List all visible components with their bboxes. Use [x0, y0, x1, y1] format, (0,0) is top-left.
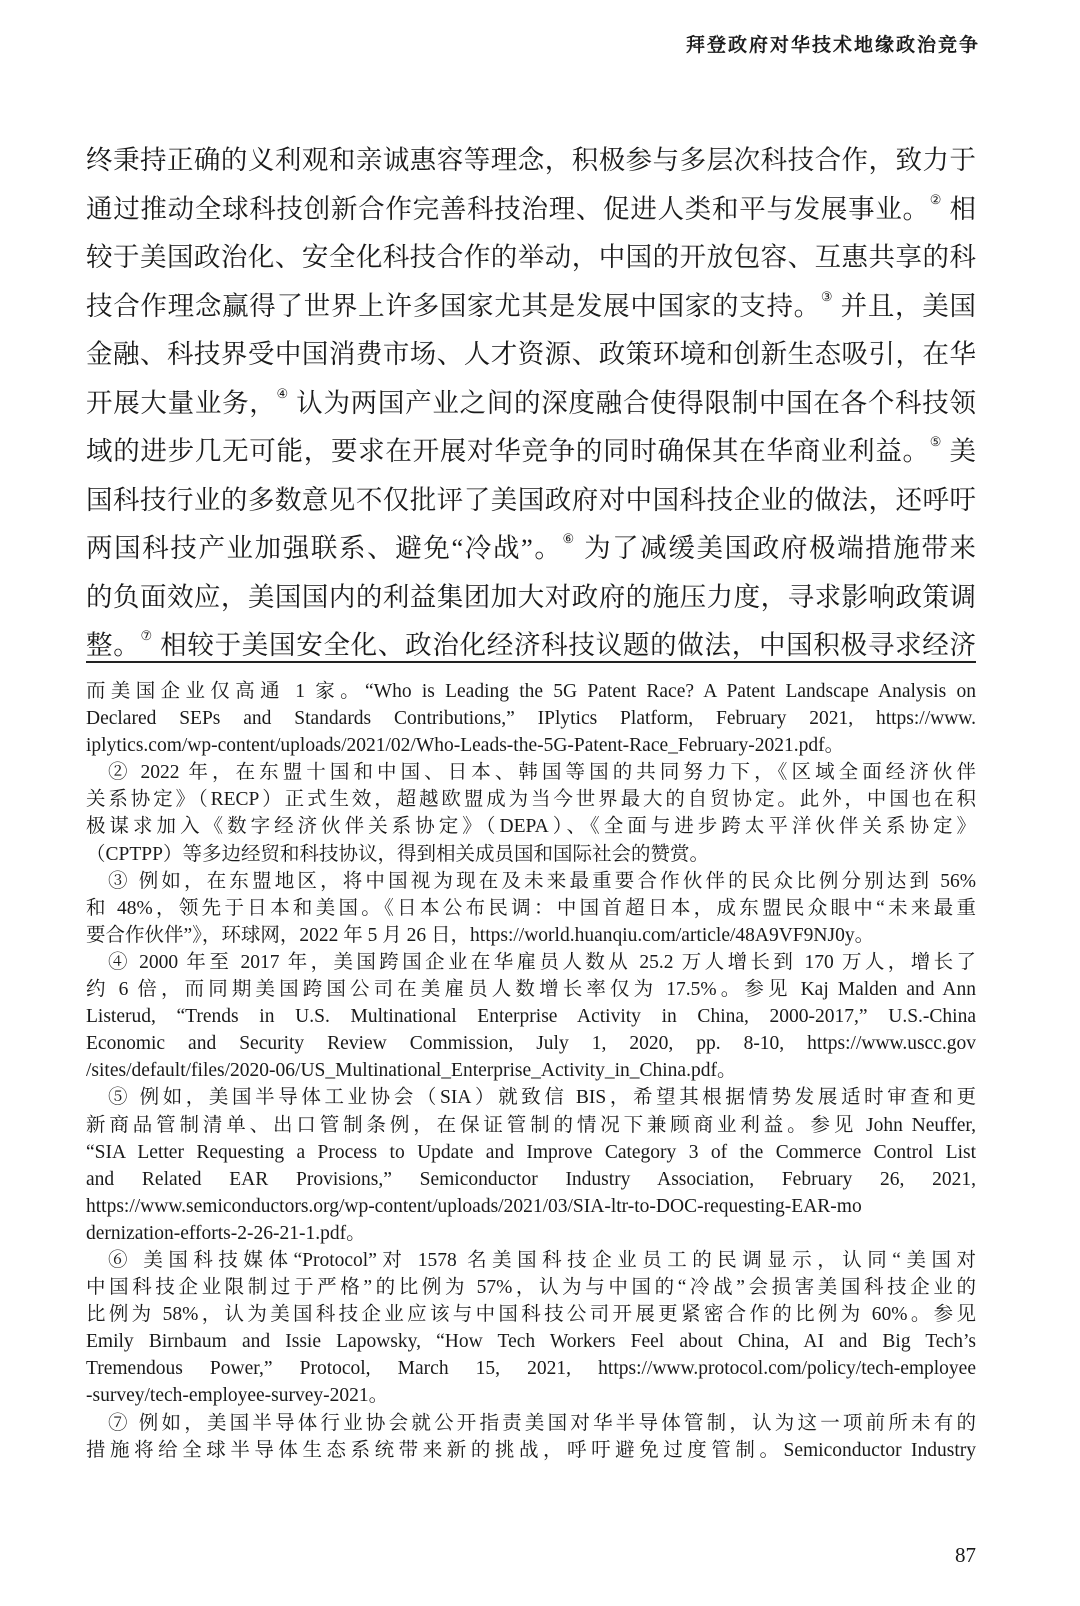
body-text-segment: 整。 [86, 630, 141, 660]
footnote-line: 和 48%，领先于日本和美国。《日本公布民调：中国首超日本，成东盟民众眼中“未来最重 [86, 897, 976, 919]
footnote-line: /sites/default/files/2020-06/US_Multinational_Enterprise_Activity_in_China.pdf。 [86, 1060, 737, 1082]
body-line [86, 233, 976, 282]
footnote-line: dernization-efforts-2-26-21-1.pdf。 [86, 1222, 366, 1244]
footnote-line: 中国科技企业限制过于严格”的比例为 57%，认为与中国的“冷战”会损害美国科技企业的 [86, 1277, 976, 1299]
body-text-segment: 通过推动全球科技创新合作完善科技治理、促进人类和平与发展事业。 [86, 193, 930, 224]
body-text-segment: 技合作理念赢得了世界上许多国家尤其是发展中国家的支持。 [86, 290, 821, 321]
footnote-line: 极谋求加入《数字经济伙伴关系协定》（DEPA）、《全面与进步跨太平洋伙伴关系协定》 [86, 816, 976, 838]
body-text-segment: 并且，美国 [833, 290, 976, 321]
footnote-divider [86, 661, 976, 663]
footnote-marker[interactable]: ③ [820, 288, 834, 304]
footnote-line: ⑦ 例如，美国半导体行业协会就公开指责美国对华半导体管制，认为这一项前所未有的 [108, 1412, 976, 1434]
footnote-marker[interactable]: ⑦ [140, 628, 153, 643]
footnote-line: -survey/tech-employee-survey-2021。 [86, 1385, 389, 1407]
body-text-segment: 国科技行业的多数意见不仅批评了美国政府对中国科技企业的做法，还呼吁 [86, 484, 976, 515]
footnote-line: Economic and Security Review Commission, July 1, 2020, pp. 8-10, https://www.uscc.gov [86, 1033, 976, 1055]
footnote-marker[interactable]: ⑤ [929, 434, 943, 449]
footnote-line: 要合作伙伴”》，环球网，2022 年 5 月 26 日，https://world.huanqiu.com/article/48A9VF9NJ0y。 [86, 924, 875, 946]
footnote-line: ⑤ 例如，美国半导体工业协会（SIA）就致信 BIS，希望其根据情势发展适时审查和更 [108, 1087, 976, 1109]
footnote-line: and Related EAR Provisions,” Semiconductor Industry Association, February 26, 2021, [86, 1168, 976, 1190]
body-text-segment: 认为两国产业之间的深度融合使得限制中国在各个科技领 [288, 387, 976, 418]
footnote-line: “SIA Letter Requesting a Process to Update and Improve Category 3 of the Commerce Control List [86, 1141, 976, 1163]
footnote-line: Tremendous Power,” Protocol, March 15, 2021, https://www.protocol.com/policy/tech-employee [86, 1358, 976, 1380]
body-line [86, 379, 976, 428]
body-text-segment: 相 [942, 193, 976, 224]
body-line [86, 282, 976, 331]
body-line [86, 136, 976, 185]
body-text-segment: 相较于美国安全化、政治化经济科技议题的做法，中国积极寻求经济 [152, 630, 976, 660]
body-line [86, 476, 976, 525]
body-text-segment: 为了减缓美国政府极端措施带来 [575, 533, 977, 563]
footnote-line: 而美国企业仅高通 1 家。“Who is Leading the 5G Patent Race? A Patent Landscape Analysis on [86, 681, 976, 702]
main-body-text [86, 136, 976, 670]
footnote-line: 新商品管制清单、出口管制条例，在保证管制的情况下兼顾商业利益。参见 John Neuffer, [86, 1114, 976, 1136]
footnote-marker[interactable]: ② [929, 191, 943, 207]
body-text-segment: 域的进步几无可能，要求在开展对华竞争的同时确保其在华商业利益。 [86, 436, 930, 466]
footnote-line: Declared SEPs and Standards Contributions,” IPlytics Platform, February 2021, https://www. [86, 708, 976, 730]
body-text-segment: 的负面效应，美国国内的利益集团加大对政府的施压力度，寻求影响政策调 [86, 581, 976, 612]
footnote-line: ③ 例如，在东盟地区，将中国视为现在及未来最重要合作伙伴的民众比例分别达到 56% [108, 870, 976, 892]
body-line [86, 573, 976, 622]
footnote-marker[interactable]: ④ [276, 385, 289, 401]
body-text-segment: 金融、科技界受中国消费市场、人才资源、政策环境和创新生态吸引，在华 [86, 339, 976, 369]
body-line [86, 330, 976, 379]
body-text-segment: 较于美国政治化、安全化科技合作的举动，中国的开放包容、互惠共享的科 [86, 242, 976, 272]
footnote-line: 比例为 58%，认为美国科技企业应该与中国科技公司开展更紧密合作的比例为 60%。参见 [86, 1304, 976, 1326]
footnote-line: ② 2022 年，在东盟十国和中国、日本、韩国等国的共同努力下，《区域全面经济伙伴 [108, 762, 976, 784]
footnote-line: Emily Birnbaum and Issie Lapowsky, “How Tech Workers Feel about China, AI and Big Tech’s [86, 1331, 976, 1353]
body-text-segment: 美 [942, 436, 976, 466]
footnote-line: iplytics.com/wp-content/uploads/2021/02/Who-Leads-the-5G-Patent-Race_February-2021.pdf。 [86, 735, 845, 757]
body-line [86, 185, 976, 234]
footnote-line: 措施将给全球半导体生态系统带来新的挑战，呼吁避免过度管制。Semiconductor Industry [86, 1439, 976, 1461]
body-line [86, 427, 976, 476]
footnote-line: （CPTPP）等多边经贸和科技协议，得到相关成员国和国际社会的赞赏。 [86, 843, 709, 865]
footnote-marker[interactable]: ⑥ [562, 531, 576, 546]
body-text-segment: 开展大量业务， [86, 387, 277, 418]
footnote-line: https://www.semiconductors.org/wp-content/uploads/2021/03/SIA-ltr-to-DOC-requesting-EAR-mo [86, 1195, 862, 1217]
footnote-line: 关系协定》（RECP）正式生效，超越欧盟成为当今世界最大的自贸协定。此外，中国也在积 [86, 789, 976, 811]
body-text-segment: 终秉持正确的义利观和亲诚惠容等理念，积极参与多层次科技合作，致力于 [86, 145, 976, 175]
body-text-segment: 两国科技产业加强联系、避免“冷战”。 [86, 533, 563, 563]
footnote-line: ④ 2000 年至 2017 年，美国跨国企业在华雇员人数从 25.2 万人增长到 170 万人，增长了 [108, 951, 976, 973]
footnote-line: Listerud, “Trends in U.S. Multinational Enterprise Activity in China, 2000-2017,” U.S.-China [86, 1006, 976, 1028]
footnotes [86, 678, 976, 1464]
footnote-line: ⑥ 美国科技媒体“Protocol”对 1578 名美国科技企业员工的民调显示，认同“美国对 [108, 1249, 976, 1271]
running-header: 拜登政府对华技术地缘政治竞争 [685, 34, 980, 56]
body-line [86, 524, 976, 573]
footnote-line: 约 6 倍，而同期美国跨国公司在美雇员人数增长率仅为 17.5%。参见 Kaj Malden and Ann [86, 979, 976, 1001]
page-number: 87 [955, 1543, 976, 1567]
